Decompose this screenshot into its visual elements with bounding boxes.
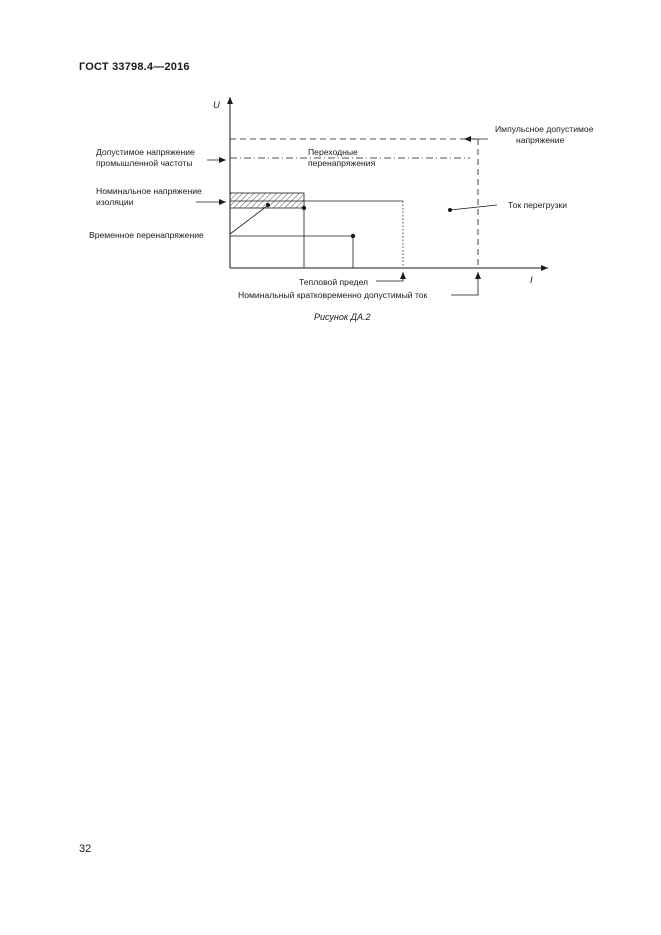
nominal-label-line1: Номинальное напряжение <box>96 186 202 196</box>
thermal-leader <box>376 272 403 281</box>
temporary-point <box>351 234 355 238</box>
temporary-label: Временное перенапряжение <box>89 230 204 240</box>
overload-leader <box>450 205 497 210</box>
nominal-label-line2: изоляции <box>96 197 134 207</box>
figure-caption: Рисунок ДА.2 <box>314 312 371 322</box>
impulse-label-line1: Импульсное допустимое <box>495 124 594 134</box>
page-number: 32 <box>79 843 92 855</box>
rated-current-point <box>302 206 306 210</box>
overload-label: Ток перегрузки <box>508 200 568 210</box>
x-axis-label: I <box>530 275 533 286</box>
thermal-label: Тепловой предел <box>299 277 369 287</box>
y-axis-label: U <box>213 100 220 111</box>
shorttime-label: Номинальный кратковременно допустимый ток <box>238 290 428 300</box>
overload-point <box>448 208 452 212</box>
pf-label-line1: Допустимое напряжение <box>96 147 195 157</box>
temporary-leader <box>230 206 267 234</box>
pf-label-line2: промышленной частоты <box>96 158 193 168</box>
document-header: ГОСТ 33798.4—2016 <box>79 61 190 73</box>
transient-label-line2: перенапряжения <box>308 158 376 168</box>
shorttime-leader <box>451 272 478 295</box>
impulse-label-line2: напряжение <box>516 135 565 145</box>
transient-label-line1: Переходные <box>308 147 358 157</box>
